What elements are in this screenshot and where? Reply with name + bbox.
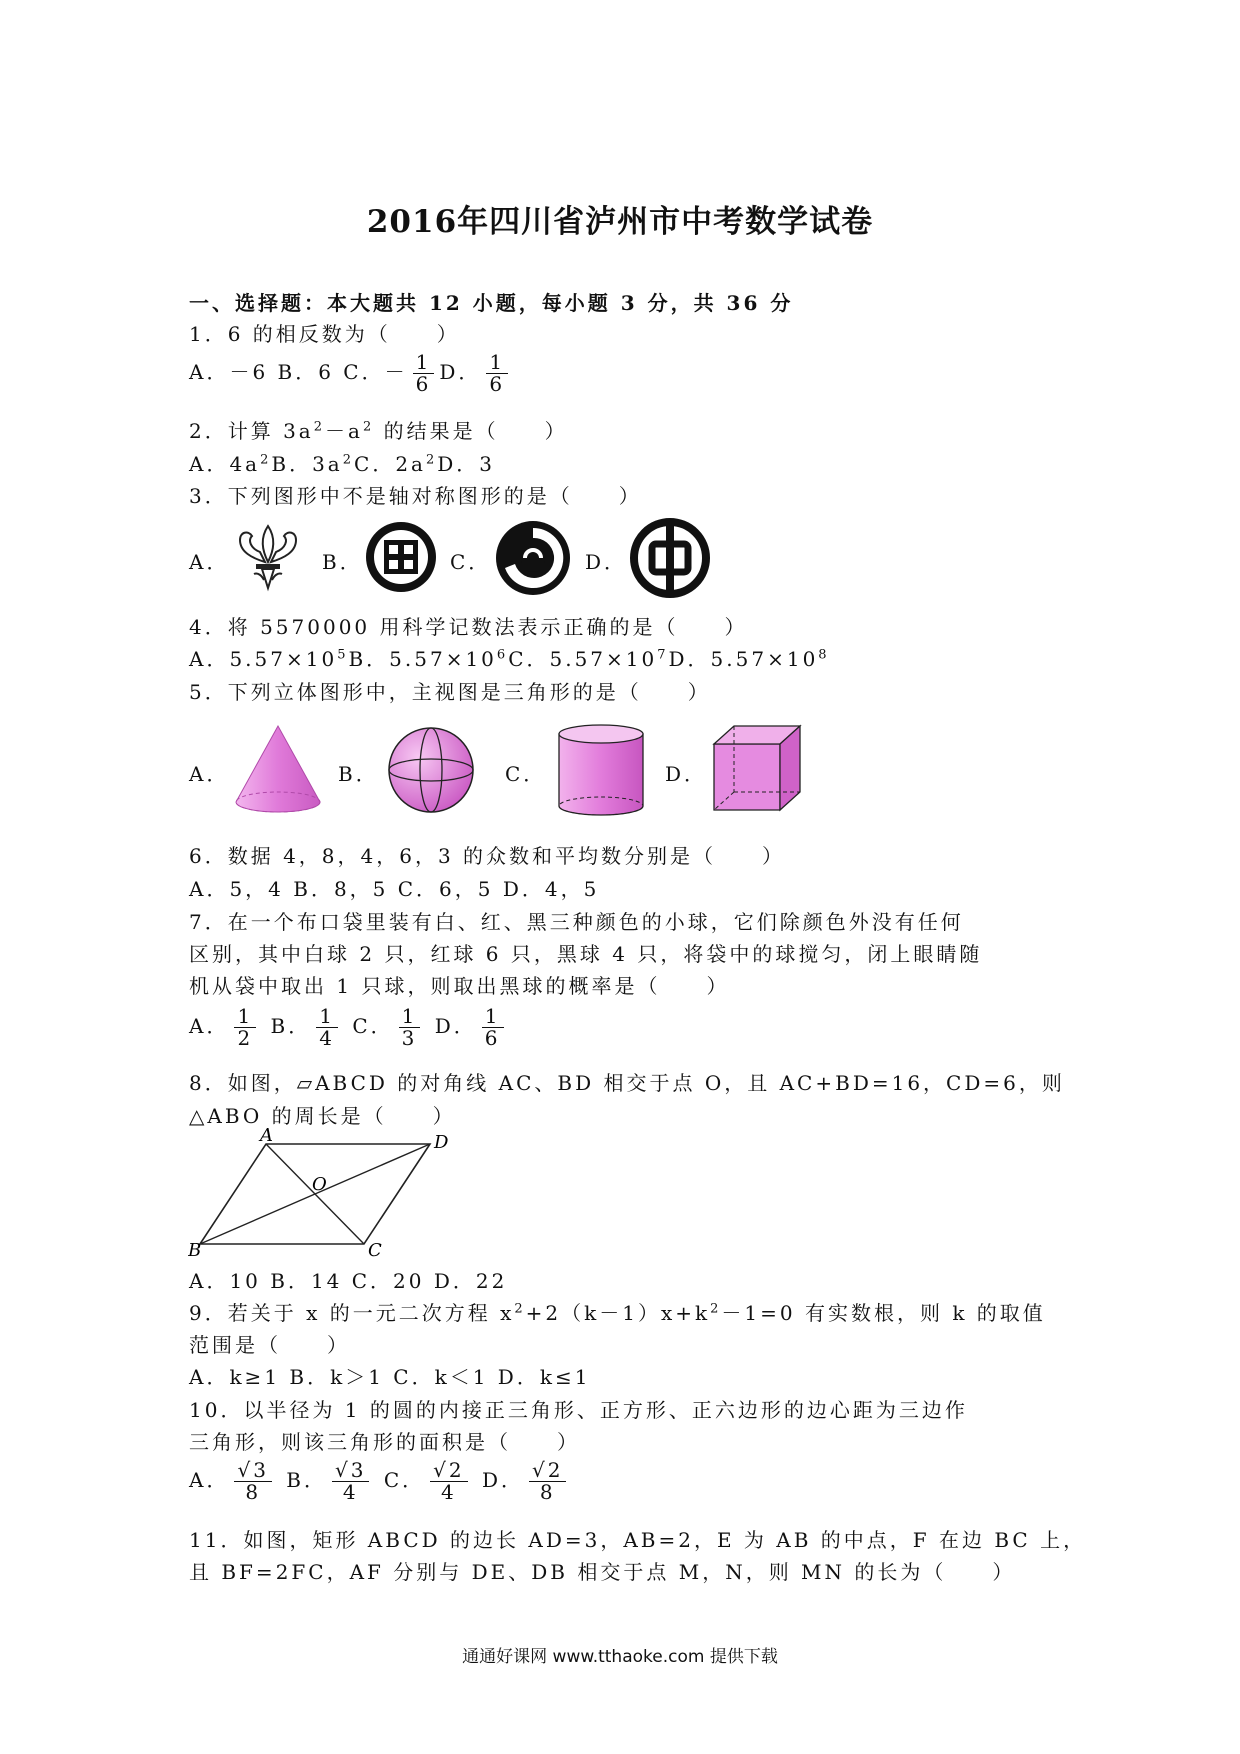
q7-den-a: 2 — [237, 1026, 254, 1050]
q2-stem — [189, 415, 568, 444]
q7-frac-d — [482, 1006, 504, 1049]
q2-opt-d: D．3 — [437, 452, 496, 476]
q2-stem-mid: －a — [325, 419, 363, 443]
q10-num-d: √2 — [529, 1460, 566, 1482]
q7-label-c: C． — [352, 1014, 394, 1038]
cube-figure — [710, 722, 806, 814]
q7-num-b: 1 — [316, 1006, 338, 1028]
page-title: 2016年四川省泸州市中考数学试卷 — [366, 204, 874, 240]
q5-label-d: D． — [665, 762, 708, 786]
q10-line1: 10．以半径为 1 的圆的内接正三角形、正方形、正六边形的边心距为三边作 — [189, 1398, 968, 1422]
q9-line1-post: －1=0 有实数根，则 k 的取值 — [721, 1301, 1046, 1325]
q5-label-c: C． — [505, 762, 547, 786]
q2-sup1: 2 — [313, 419, 326, 435]
swirl-logo-icon — [493, 518, 573, 598]
q4-stem: 4．将 5570000 用科学记数法表示正确的是（ ） — [189, 615, 748, 639]
q1-d-numerator: 1 — [486, 352, 508, 374]
q7-label-a: A． — [189, 1014, 230, 1038]
q7-label-b: B． — [270, 1014, 312, 1038]
q7-frac-c — [399, 1006, 421, 1049]
q1-options-text: A．－6 B．6 C．－ — [189, 360, 408, 384]
q10-den-b: 4 — [342, 1480, 359, 1504]
q4-opt-d: D．5.57×10 — [668, 647, 819, 671]
q7-line1: 7．在一个布口袋里装有白、红、黑三种颜色的小球，它们除颜色外没有任何 — [189, 910, 964, 934]
q7-line2: 区别，其中白球 2 只，红球 6 只，黑球 4 只，将袋中的球搅匀，闭上眼睛随 — [189, 942, 983, 966]
fleur-de-lis-icon — [232, 522, 304, 594]
q2-opt-a: A．4a — [189, 452, 261, 476]
q7-line3: 机从袋中取出 1 只球，则取出黑球的概率是（ ） — [189, 974, 730, 998]
q10-num-b: √3 — [332, 1460, 369, 1482]
bank-of-china-logo-icon — [630, 518, 710, 598]
q10-num-c: √2 — [430, 1460, 467, 1482]
q1-option-d-label: D． — [439, 360, 482, 384]
q10-den-c: 4 — [440, 1480, 457, 1504]
point-b-label: B — [188, 1240, 202, 1258]
point-a-label: A — [260, 1128, 273, 1146]
q4-sup-d: 8 — [818, 647, 830, 663]
q9-sup2: 2 — [710, 1301, 722, 1317]
q8-options: A．10 B．14 C．20 D．22 — [189, 1269, 508, 1293]
q7-options — [189, 1006, 509, 1049]
q11-line2: 且 BF=2FC，AF 分别与 DE、DB 相交于点 M，N，则 MN 的长为（ ） — [189, 1560, 1016, 1584]
q10-den-a: 8 — [245, 1480, 262, 1504]
q3-label-d: D． — [585, 550, 628, 574]
q5-stem: 5．下列立体图形中，主视图是三角形的是（ ） — [189, 680, 711, 704]
q7-frac-b — [316, 1006, 338, 1049]
q7-num-d: 1 — [482, 1006, 504, 1028]
q10-line2: 三角形，则该三角形的面积是（ ） — [189, 1430, 580, 1454]
q9-line2: 范围是（ ） — [189, 1333, 350, 1357]
bank-logo-b-icon — [362, 518, 440, 596]
q9-line1-mid: +2（k－1）x+k — [525, 1301, 711, 1325]
q7-den-c: 3 — [401, 1026, 418, 1050]
q4-sup-a: 5 — [337, 647, 349, 663]
section-heading: 一、选择题：本大题共 12 小题，每小题 3 分，共 36 分 — [189, 291, 794, 315]
q3-label-c: C． — [450, 550, 492, 574]
q9-options: A．k≥1 B．k＞1 C．k＜1 D．k≤1 — [189, 1365, 591, 1389]
q7-den-b: 4 — [319, 1026, 335, 1050]
q10-options — [189, 1460, 571, 1503]
q2-stem-post: 的结果是（ ） — [374, 419, 568, 443]
q7-num-c: 1 — [399, 1006, 421, 1028]
q6-options: A．5，4 B．8，5 C．6，5 D．4，5 — [189, 877, 600, 901]
q7-den-d: 6 — [484, 1026, 501, 1050]
q1-option-c-fraction — [413, 352, 435, 395]
q1-c-denominator: 6 — [415, 372, 432, 396]
q2-options — [189, 448, 495, 477]
q2-stem-pre: 2．计算 3a — [189, 419, 314, 443]
q2-sup2: 2 — [362, 419, 375, 435]
q7-num-a: 1 — [234, 1006, 256, 1028]
q2-sup-c: 2 — [425, 452, 438, 468]
q4-opt-a: A．5.57×10 — [189, 647, 338, 671]
q10-label-c: C． — [383, 1468, 426, 1492]
q1-d-denominator: 6 — [489, 372, 506, 396]
point-c-label: C — [368, 1240, 382, 1258]
q4-opt-c: C．5.57×10 — [508, 647, 658, 671]
page-footer: 通通好课网 www.tthaoke.com 提供下载 — [462, 1647, 778, 1667]
q9-line1 — [189, 1297, 1046, 1326]
q9-sup1: 2 — [514, 1301, 526, 1317]
q9-line1-pre: 9．若关于 x 的一元二次方程 x — [189, 1301, 515, 1325]
q2-opt-c: C．2a — [354, 452, 426, 476]
q6-stem: 6．数据 4，8，4，6，3 的众数和平均数分别是（ ） — [189, 844, 786, 868]
q10-num-a: √3 — [234, 1460, 271, 1482]
q4-sup-c: 7 — [657, 647, 669, 663]
q8-line2: △ABO 的周长是（ ） — [189, 1104, 456, 1128]
q2-opt-b: B．3a — [271, 452, 343, 476]
q4-opt-b: B．5.57×10 — [348, 647, 497, 671]
q2-sup-b: 2 — [342, 452, 355, 468]
cylinder-figure — [555, 722, 647, 818]
q10-label-d: D． — [481, 1468, 524, 1492]
q10-label-b: B． — [286, 1468, 327, 1492]
q3-stem: 3．下列图形中不是轴对称图形的是（ ） — [189, 484, 642, 508]
q2-sup-a: 2 — [260, 452, 272, 468]
q10-frac-c — [430, 1460, 467, 1503]
q4-sup-b: 6 — [496, 647, 509, 663]
point-d-label: D — [434, 1132, 449, 1153]
q4-options — [189, 643, 830, 672]
q7-frac-a — [234, 1006, 256, 1049]
q1-option-d-fraction — [486, 352, 508, 395]
q8-line1: 8．如图，▱ABCD 的对角线 AC、BD 相交于点 O，且 AC+BD=16，CD=6，则 — [189, 1071, 1065, 1095]
q10-frac-b — [332, 1460, 369, 1503]
q3-label-a: A． — [189, 550, 230, 574]
q10-den-d: 8 — [539, 1480, 556, 1504]
q10-frac-a — [234, 1460, 271, 1503]
q5-label-b: B． — [338, 762, 379, 786]
q7-label-d: D． — [434, 1014, 477, 1038]
q3-label-b: B． — [322, 550, 363, 574]
point-o-label: O — [312, 1174, 327, 1195]
q1-c-numerator: 1 — [413, 352, 435, 374]
q10-frac-d — [529, 1460, 566, 1503]
cone-figure — [230, 722, 326, 816]
q10-label-a: A． — [189, 1468, 230, 1492]
q1-options — [189, 352, 513, 395]
q5-label-a: A． — [189, 762, 230, 786]
q11-line1: 11．如图，矩形 ABCD 的边长 AD=3，AB=2，E 为 AB 的中点，F 在边 BC 上， — [189, 1528, 1087, 1552]
sphere-figure — [385, 724, 477, 816]
q1-stem: 1．6 的相反数为（ ） — [189, 322, 460, 346]
parallelogram-diagram — [188, 1128, 458, 1258]
